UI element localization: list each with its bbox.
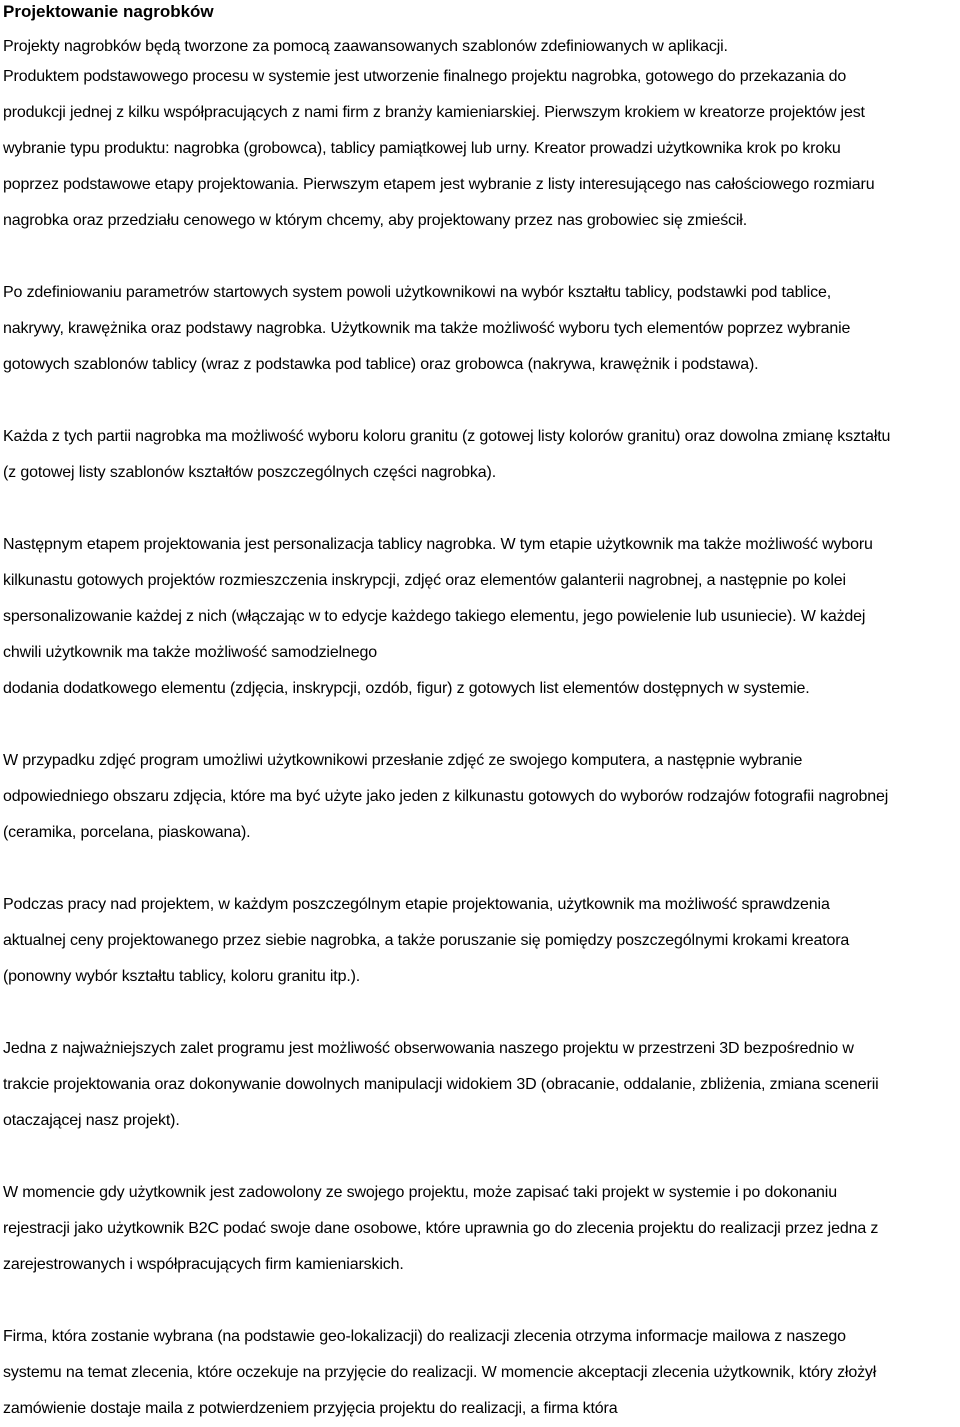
text-line: (ceramika, porcelana, piaskowana). (3, 824, 251, 841)
document-body (3, 35, 953, 1427)
text-line: chwili użytkownik ma także możliwość samodzielnego (3, 644, 377, 661)
text-line: aktualnej ceny projektowanego przez siebie nagrobka, a także poruszanie się pomiędzy poszczególnymi krokami kreatora (3, 932, 850, 949)
text-line: Podczas pracy nad projektem, w każdym poszczególnym etapie projektowania, użytkownik ma możliwość sprawdzenia (3, 896, 830, 913)
text-line: nagrobka oraz przedziału cenowego w którym chcemy, aby projektowany przez nas grobowiec się zmieścił. (3, 212, 748, 229)
paragraph-gap (3, 383, 953, 419)
text-line: Firma, która zostanie wybrana (na podstawie geo-lokalizacji) do realizacji zlecenia otrzyma informacje mailowa z naszego (3, 1328, 846, 1345)
paragraph (3, 1319, 953, 1427)
text-line: (ponowny wybór kształtu tablicy, koloru granitu itp.). (3, 968, 361, 985)
text-line: Produktem podstawowego procesu w systemie jest utworzenie finalnego projektu nagrobka, gotowego do przekazania do (3, 68, 847, 85)
paragraph-gap (3, 707, 953, 743)
text-line: zarejestrowanych i współpracujących firm kamieniarskich. (3, 1256, 404, 1273)
text-line: W przypadku zdjęć program umożliwi użytkownikowi przesłanie zdjęć ze swojego komputera, a następnie wybranie (3, 752, 803, 769)
text-line: wybranie typu produktu: nagrobka (grobowca), tablicy pamiątkowej lub urny. Kreator prowadzi użytkownika krok po kroku (3, 140, 841, 157)
text-line: gotowych szablonów tablicy (wraz z podstawka pod tablice) oraz grobowca (nakrywa, krawężnik i podstawa). (3, 356, 759, 373)
document-title: Projektowanie nagrobków (3, 2, 214, 21)
text-line: Po zdefiniowaniu parametrów startowych system powoli użytkownikowi na wybór kształtu tablicy, podstawki pod tablice, (3, 284, 832, 301)
paragraph-gap (3, 995, 953, 1031)
paragraph (3, 419, 953, 491)
paragraph-gap (3, 1283, 953, 1319)
text-line: Następnym etapem projektowania jest personalizacja tablicy nagrobka. W tym etapie użytkownik ma także możliwość wyboru (3, 536, 873, 553)
text-line: produkcji jednej z kilku współpracujących z nami firm z branży kamieniarskiej. Pierwszym krokiem w kreatorze projektów jest (3, 104, 865, 121)
text-line: poprzez podstawowe etapy projektowania. Pierwszym etapem jest wybranie z listy interesującego nas całościowego rozmiaru (3, 176, 875, 193)
paragraph (3, 275, 953, 383)
document-page (3, 0, 953, 1427)
text-line: rejestracji jako użytkownik B2C podać swoje dane osobowe, które uprawnia go do zlecenia projektu do realizacji przez jedna z (3, 1220, 879, 1237)
text-line: W momencie gdy użytkownik jest zadowolony ze swojego projektu, może zapisać taki projekt w systemie i po dokonaniu (3, 1184, 837, 1201)
paragraph (3, 35, 953, 239)
paragraph (3, 1175, 953, 1283)
text-line: Każda z tych partii nagrobka ma możliwość wyboru koloru granitu (z gotowej listy kolorów granitu) oraz dowolna zmianę kształtu (3, 428, 891, 445)
text-line: trakcie projektowania oraz dokonywanie dowolnych manipulacji widokiem 3D (obracanie, oddalanie, zbliżenia, zmiana scenerii (3, 1076, 879, 1093)
text-line: systemu na temat zlecenia, które oczekuje na przyjęcie do realizacji. W momencie akceptacji zlecenia użytkownik, który złożył (3, 1364, 877, 1381)
text-line: spersonalizowanie każdej z nich (włączając w to edycje każdego takiego elementu, jego powielenie lub usuniecie). W każdej (3, 608, 866, 625)
paragraph-gap (3, 491, 953, 527)
text-line: kilkunastu gotowych projektów rozmieszczenia inskrypcji, zdjęć oraz elementów galanterii nagrobnej, a następnie po kolei (3, 572, 846, 589)
paragraph (3, 527, 953, 707)
paragraph-gap (3, 851, 953, 887)
text-line: Jedna z najważniejszych zalet programu jest możliwość obserwowania naszego projektu w przestrzeni 3D bezpośrednio w (3, 1040, 854, 1057)
paragraph-gap (3, 1139, 953, 1175)
paragraph-gap (3, 239, 953, 275)
text-line: Projekty nagrobków będą tworzone za pomocą zaawansowanych szablonów zdefiniowanych w aplikacji. (3, 38, 728, 55)
text-line: odpowiedniego obszaru zdjęcia, które ma być użyte jako jeden z kilkunastu gotowych do wyborów rodzajów fotografii nagrobnej (3, 788, 889, 805)
text-line: otaczającej nasz projekt). (3, 1112, 180, 1129)
text-line: dodania dodatkowego elementu (zdjęcia, inskrypcji, ozdób, figur) z gotowych list elementów dostępnych w systemie. (3, 680, 810, 697)
paragraph (3, 1031, 953, 1139)
text-line: nakrywy, krawężnika oraz podstawy nagrobka. Użytkownik ma także możliwość wyboru tych elementów poprzez wybranie (3, 320, 851, 337)
paragraph (3, 743, 953, 851)
text-line: zamówienie dostaje maila z potwierdzeniem przyjęcia projektu do realizacji, a firma która (3, 1400, 618, 1417)
text-line: (z gotowej listy szablonów kształtów poszczególnych części nagrobka). (3, 464, 496, 481)
paragraph (3, 887, 953, 995)
